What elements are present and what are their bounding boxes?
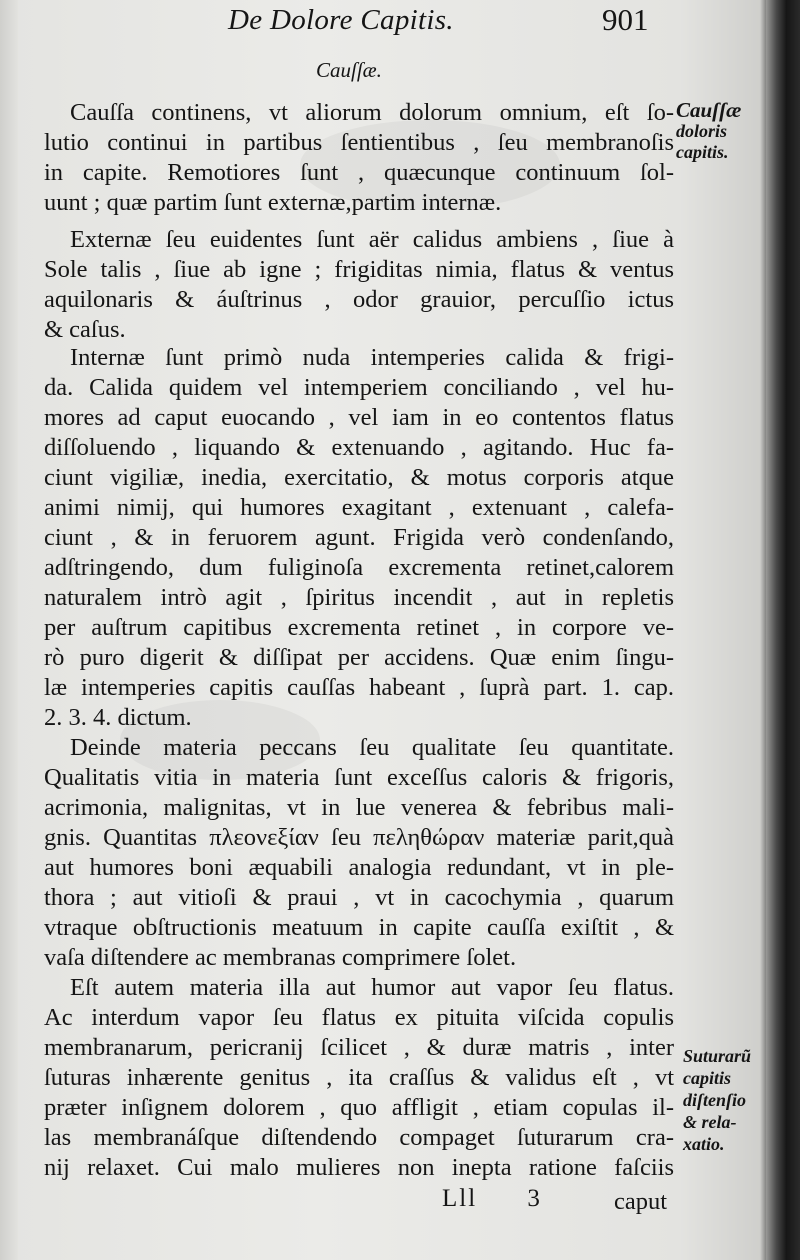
- page-gutter: [0, 0, 18, 1260]
- margin-note-causes: [676, 100, 766, 163]
- text-line: mores ad caput euocando , vel iam in eo contentos flatus: [44, 404, 674, 431]
- signature-letters: Lll: [442, 1185, 478, 1212]
- text-line: acrimonia, malignitas, vt in lue venerea & febribus mali-: [44, 794, 674, 821]
- text-line: animi nimij, qui humores exagitant , extenuant , calefa-: [44, 494, 674, 521]
- catchword: caput: [614, 1188, 668, 1215]
- text-line: ciunt , & in feruorem agunt. Frigida verò condenſando,: [44, 524, 674, 551]
- margin-note-line: xatio.: [683, 1134, 725, 1154]
- text-line: præter inſignem dolorem , quo affligit , etiam copulas il-: [44, 1094, 674, 1121]
- text-line: nij relaxet. Cui malo mulieres non inepta ratione faſciis: [44, 1154, 674, 1181]
- text-line: læ intemperies capitis cauſſas habeant , ſuprà part. 1. cap.: [44, 674, 674, 701]
- text-line: vtraque obſtructionis meatuum in capite cauſſa exiſtit , &: [44, 914, 674, 941]
- margin-note-line: doloris: [676, 121, 728, 141]
- margin-note-sutures: [683, 1045, 779, 1155]
- text-line: Ac interdum vapor ſeu flatus ex pituita viſcida copulis: [44, 1004, 674, 1031]
- text-line: Cauſſa continens, vt aliorum dolorum omnium, eſt ſo-: [70, 99, 674, 126]
- signature-mark: [442, 1185, 542, 1213]
- text-line: da. Calida quidem vel intemperiem conciliando , vel hu-: [44, 374, 674, 401]
- text-line: aquilonaris & áuſtrinus , odor grauior, percuſſio ictus: [44, 286, 674, 313]
- margin-note-line: capitis: [683, 1068, 731, 1088]
- text-line: membranarum, pericranij ſcilicet , & duræ matris , inter: [44, 1034, 674, 1061]
- margin-note-line: capitis.: [676, 142, 729, 162]
- margin-note-line: Suturarũ: [683, 1046, 752, 1066]
- text-line: thora ; aut vitioſi & praui , vt in cacochymia , quarum: [44, 884, 674, 911]
- text-line: Internæ ſunt primò nuda intemperies calida & frigi-: [70, 344, 674, 371]
- margin-note-line: diſtenſio: [683, 1090, 746, 1110]
- text-line: ſuturas inhærente genitus , ita craſſus & validus eſt , vt: [44, 1064, 674, 1091]
- text-line: Deinde materia peccans ſeu qualitate ſeu quantitate.: [70, 734, 674, 761]
- section-heading: Cauſſæ.: [316, 58, 382, 82]
- text-line: gnis. Quantitas πλεονεξίαν ſeu πεληθώραν materiæ parit,quà: [44, 824, 674, 851]
- text-line: vaſa diſtendere ac membranas comprimere ſolet.: [44, 944, 517, 971]
- text-line: lutio continui in partibus ſentientibus , ſeu membranoſis: [44, 129, 674, 156]
- text-line: & caſus.: [44, 316, 126, 343]
- margin-note-line: Cauſſæ: [676, 98, 742, 122]
- text-line: Eſt autem materia illa aut humor aut vapor ſeu flatus.: [70, 974, 674, 1001]
- text-line: rò puro digerit & diſſipat per accidens. Quæ enim ſingu-: [44, 644, 674, 671]
- page-number: 901: [602, 2, 649, 37]
- text-line: Externæ ſeu euidentes ſunt aër calidus ambiens , ſiue à: [70, 226, 674, 253]
- text-line: adſtringendo, dum fuliginoſa excrementa retinet,calorem: [44, 554, 674, 581]
- text-line: ciunt vigiliæ, inedia, exercitatio, & motus corporis atque: [44, 464, 674, 491]
- signature-number: 3: [527, 1185, 542, 1212]
- text-line: aut humores boni æquabili analogia redundant, vt in ple-: [44, 854, 674, 881]
- text-line: las membranáſque diſtendendo compaget ſuturarum cra-: [44, 1124, 674, 1151]
- text-line: uunt ; quæ partim ſunt externæ,partim internæ.: [44, 189, 502, 216]
- text-line: 2. 3. 4. dictum.: [44, 704, 192, 731]
- text-line: in capite. Remotiores ſunt , quæcunque continuum ſol-: [44, 159, 674, 186]
- text-line: naturalem intrò agit , ſpiritus incendit , aut in repletis: [44, 584, 674, 611]
- text-line: diſſoluendo , liquando & extenuando , agitando. Huc fa-: [44, 434, 674, 461]
- text-line: per auſtrum capitibus excrementa retinet , in corpore ve-: [44, 614, 674, 641]
- text-line: Qualitatis vitia in materia ſunt exceſſus caloris & frigoris,: [44, 764, 674, 791]
- margin-note-line: & rela-: [683, 1112, 737, 1132]
- text-line: Sole talis , ſiue ab igne ; frigiditas nimia, flatus & ventus: [44, 256, 674, 283]
- running-head: De Dolore Capitis.: [228, 4, 454, 36]
